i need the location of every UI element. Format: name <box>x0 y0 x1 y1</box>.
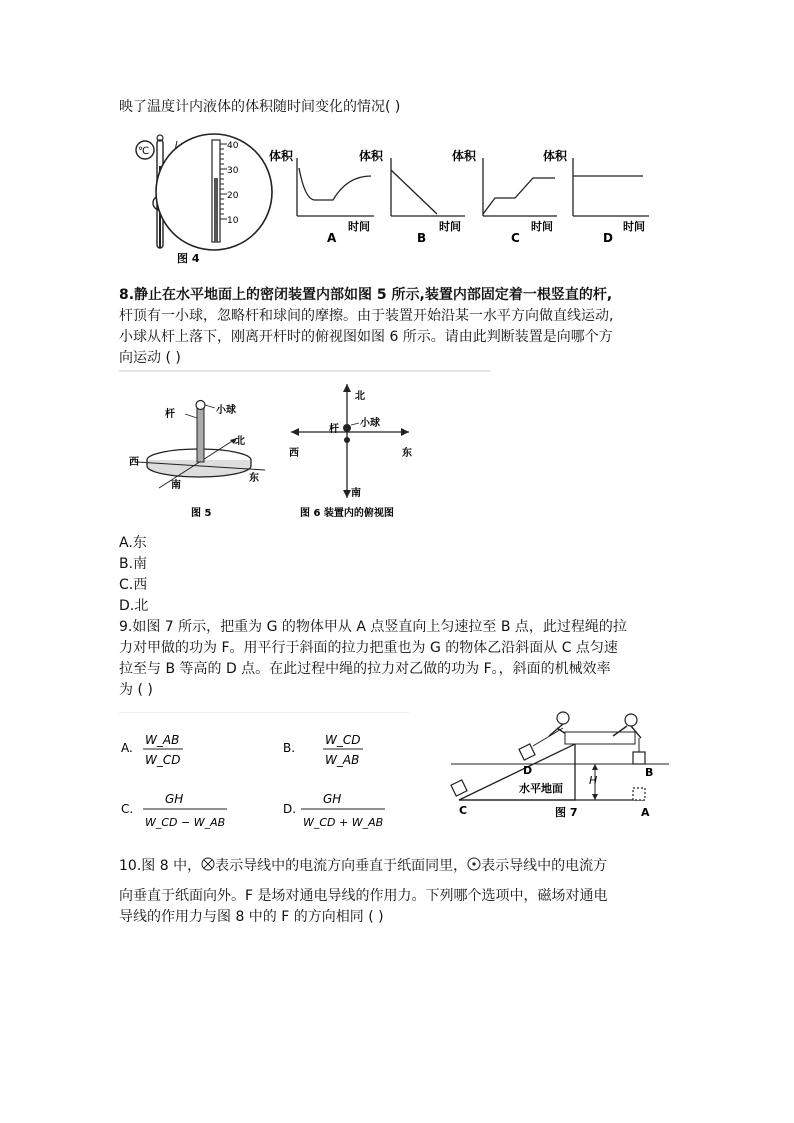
fig7-a-label: A <box>641 806 650 819</box>
fig7-h-label: H <box>589 774 598 787</box>
fig5-south-label: 南 <box>171 480 181 491</box>
q9-option-b-label: B. <box>283 741 296 755</box>
magnified-liquid <box>214 178 218 242</box>
q9-option-c[interactable] <box>121 792 227 829</box>
fig6-caption: 图 6 装置内的俯视图 <box>300 508 394 519</box>
fig4-caption: 图 4 <box>177 252 200 265</box>
q9-option-c-den: W_CD − W_AB <box>145 816 226 829</box>
q9-option-d-num: GH <box>323 792 342 806</box>
scale-20: 20 <box>227 191 239 201</box>
q8-line-4: 向运动 ( ) <box>119 350 181 366</box>
figure-5 <box>129 401 265 520</box>
scale-10: 10 <box>227 216 239 226</box>
q9-option-d[interactable] <box>283 792 385 829</box>
graph-d-y-label: 体积 <box>543 149 568 163</box>
q9-option-d-label: D. <box>283 802 297 816</box>
q8-option-c[interactable]: C.西 <box>119 577 148 593</box>
q9-option-a[interactable] <box>121 733 183 767</box>
q9-option-b-num: W_CD <box>325 733 361 747</box>
q9-line-1: 9.如图 7 所示，把重为 G 的物体甲从 A 点竖直向上匀速拉至 B 点，此过程绳的拉 <box>119 619 627 635</box>
graph-d <box>543 148 649 245</box>
q10-line-1b: 表示导线中的电流方向垂直于纸面同里， <box>215 858 468 874</box>
graph-d-letter: D <box>603 231 613 245</box>
fig7-ground-label: 水平地面 <box>519 782 563 795</box>
q10-line-1 <box>119 856 607 876</box>
dot-circle-icon <box>467 857 481 871</box>
fig7-c-label: C <box>459 804 468 817</box>
graph-b-x-label: 时间 <box>439 220 461 233</box>
fig7-caption: 图 7 <box>555 806 578 819</box>
fig7-d-label: D <box>523 764 533 777</box>
graph-c-x-label: 时间 <box>531 220 553 233</box>
graph-b-y-label: 体积 <box>359 149 384 163</box>
fig6-south-label: 南 <box>351 488 361 499</box>
scale-40: 40 <box>227 141 239 151</box>
q9-line-2: 力对甲做的功为 F。用平行于斜面的拉力把重也为 G 的物体乙沿斜面从 C 点匀速 <box>119 640 618 656</box>
graph-a-x-label: 时间 <box>348 220 370 233</box>
q10-line-3: 导线的作用力与图 8 中的 F 的方向相同 ( ) <box>119 909 384 925</box>
graph-a-y-label: 体积 <box>269 149 294 163</box>
q9-option-b[interactable] <box>283 733 363 767</box>
graph-c-letter: C <box>511 231 520 245</box>
q9-option-a-num: W_AB <box>145 733 180 747</box>
scale-30: 30 <box>227 166 239 176</box>
q10-line-1a: 10.图 8 中， <box>119 858 202 874</box>
q9-option-d-den: W_CD + W_AB <box>303 816 384 829</box>
q8-line-1: 8.静止在水平地面上的密闭装置内部如图 5 所示,装置内部固定着一根竖直的杆, <box>119 287 613 303</box>
fig6-west-label: 西 <box>289 448 299 459</box>
fig5-north-label: 北 <box>235 436 245 447</box>
fig5-east-label: 东 <box>249 473 259 484</box>
figure-4 <box>119 126 679 271</box>
graph-b <box>359 148 465 245</box>
graph-c <box>452 148 557 245</box>
q9-line-4: 为 ( ) <box>119 682 153 698</box>
q8-option-d[interactable]: D.北 <box>119 598 149 614</box>
fig6-ball-label: 小球 <box>360 418 380 429</box>
q10-line-2: 向垂直于纸面向外。F 是场对通电导线的作用力。下列哪个选项中，磁场对通电 <box>119 888 608 904</box>
unit-label: ℃ <box>138 146 150 157</box>
fig5-caption: 图 5 <box>191 508 212 519</box>
q7-intro: 映了温度计内液体的体积随时间变化的情况( ) <box>119 99 401 115</box>
cross-circle-icon <box>201 857 215 871</box>
q9-option-c-label: C. <box>121 802 134 816</box>
q8-line-3: 小球从杆上落下，刚离开杆时的俯视图如图 6 所示。请由此判断装置是向哪个方 <box>119 329 613 345</box>
figure-7 <box>445 706 675 826</box>
q9-option-b-den: W_AB <box>325 753 360 767</box>
figure-5-6 <box>119 370 499 525</box>
graph-d-x-label: 时间 <box>623 220 645 233</box>
q8-line-2: 杆顶有一小球，忽略杆和球间的摩擦。由于装置开始沿某一水平方向做直线运动, <box>119 308 614 324</box>
q10-line-1c: 表示导线中的电流方 <box>481 858 608 874</box>
q9-option-a-den: W_CD <box>145 753 181 767</box>
fig6-north-label: 北 <box>355 391 365 402</box>
fig7-b-label: B <box>645 766 654 779</box>
fig5-west-label: 西 <box>129 457 139 468</box>
graph-a-letter: A <box>327 231 337 245</box>
graph-c-y-label: 体积 <box>452 149 477 163</box>
q9-line-3: 拉至与 B 等高的 D 点。在此过程中绳的拉力对乙做的功为 F。，斜面的机械效率 <box>119 661 611 677</box>
fig6-east-label: 东 <box>402 448 412 459</box>
q8-option-a[interactable]: A.东 <box>119 535 147 551</box>
fig6-rod-label: 杆 <box>329 424 339 435</box>
fig5-rod-label: 杆 <box>165 409 175 420</box>
q9-option-c-num: GH <box>165 792 184 806</box>
q9-option-a-label: A. <box>121 741 133 755</box>
figure-6 <box>289 384 412 519</box>
graph-b-letter: B <box>417 231 427 245</box>
q9-options <box>119 712 419 837</box>
q8-option-b[interactable]: B.南 <box>119 556 148 572</box>
fig5-ball-label: 小球 <box>216 405 236 416</box>
